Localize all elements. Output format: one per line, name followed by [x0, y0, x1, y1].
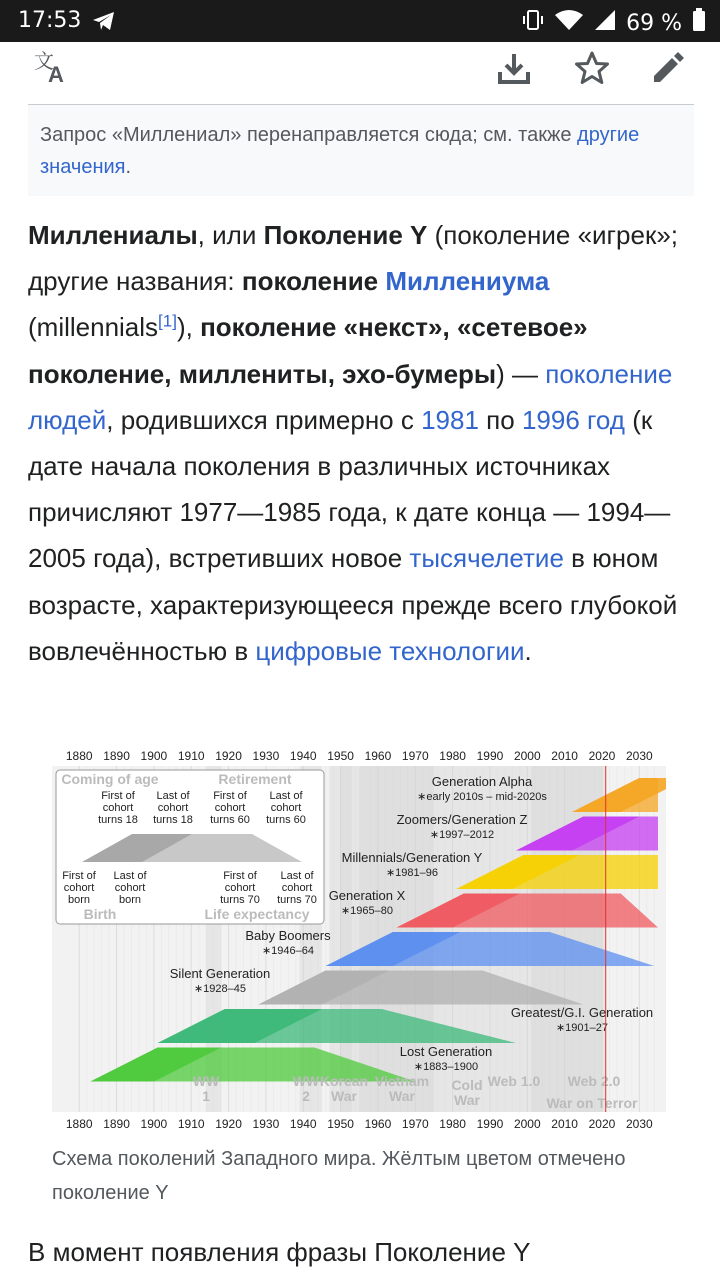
- generation-years: ∗1997–2012: [429, 829, 495, 841]
- reference-1-link[interactable]: [1]: [158, 311, 177, 331]
- text-run: , родившихся примерно с: [106, 404, 422, 435]
- download-icon[interactable]: [492, 46, 536, 90]
- event-label: Web 1.0: [487, 1073, 541, 1089]
- event-label: War: [389, 1088, 415, 1104]
- year-1981-link[interactable]: 1981: [421, 404, 479, 435]
- figure-caption: Схема поколений Западного мира. Жёлтым цветом отмечено поколение Y: [52, 1148, 626, 1204]
- year-1996-link[interactable]: 1996 год: [521, 404, 625, 435]
- generations-timeline-chart: [52, 744, 666, 1134]
- legend-label: cohort: [157, 802, 189, 814]
- article-intro-paragraph: [28, 212, 692, 674]
- legend-label: Last of: [280, 870, 314, 882]
- legend-label: cohort: [224, 882, 256, 894]
- generation-name: Millennials/Generation Y: [341, 850, 483, 865]
- generation-name: Baby Boomers: [245, 928, 331, 943]
- generation-name: Zoomers/Generation Z: [396, 812, 528, 827]
- legend-label: Last of: [269, 790, 303, 802]
- legend-label: cohort: [214, 802, 246, 814]
- x-tick-label-bottom: 1890: [103, 1117, 130, 1131]
- digital-technologies-link[interactable]: цифровые технологии: [255, 635, 525, 666]
- generation-years: ∗1981–96: [385, 867, 439, 879]
- x-tick-label-bottom: 1940: [289, 1117, 317, 1131]
- status-bar: [0, 0, 720, 42]
- signal-icon: [594, 9, 616, 37]
- hatnote-text: Запрос «Миллениал» перенаправляется сюда; см. также: [40, 124, 578, 146]
- hatnote-period: .: [125, 156, 132, 178]
- legend-birth: Birth: [83, 906, 117, 922]
- event-label: WW: [292, 1073, 320, 1089]
- battery-percent: 69 %: [626, 10, 682, 36]
- legend-coming-of-age: Coming of age: [61, 771, 159, 787]
- legend-label: cohort: [114, 882, 146, 894]
- generation-link[interactable]: поколение людей: [28, 358, 673, 435]
- legend-label: First of: [223, 870, 257, 882]
- x-tick-label-bottom: 1960: [364, 1117, 392, 1131]
- edit-icon[interactable]: [646, 46, 690, 90]
- x-tick-label-bottom: 1950: [327, 1117, 354, 1131]
- legend-label: turns 18: [153, 814, 193, 826]
- generations-timeline-figure[interactable]: [52, 744, 666, 1134]
- event-label: War on Terror: [546, 1095, 638, 1111]
- generation-name: Greatest/G.I. Generation: [510, 1005, 654, 1020]
- event-label: 1: [202, 1088, 210, 1104]
- article-toolbar: [0, 42, 720, 98]
- generation-years: ∗1946–64: [261, 945, 315, 957]
- x-tick-label-bottom: 2030: [625, 1117, 653, 1131]
- event-label: War: [331, 1088, 357, 1104]
- text-run: (поколение «игрек»; другие названия:: [28, 220, 679, 297]
- telegram-icon: [92, 10, 116, 36]
- text-run: (millennials: [28, 312, 159, 343]
- generation-years: ∗1883–1900: [413, 1061, 479, 1073]
- article-second-paragraph: В момент появления фразы Поколение Y: [28, 1237, 531, 1267]
- legend-label: First of: [213, 790, 247, 802]
- x-tick-label-top: 1900: [140, 749, 168, 763]
- wifi-icon: [554, 9, 584, 37]
- millennium-century-link[interactable]: тысячелетие: [409, 543, 564, 574]
- event-label: Korean: [319, 1073, 369, 1089]
- text-run: в юном возрасте, характеризующееся прежде всего глубокой вовлечённостью в: [28, 543, 678, 666]
- x-tick-label-top: 1890: [103, 749, 130, 763]
- legend-label: First of: [62, 870, 96, 882]
- legend-retirement: Retirement: [218, 771, 292, 787]
- battery-icon: [692, 8, 706, 38]
- x-tick-label-top: 1920: [215, 749, 242, 763]
- x-tick-label-bottom: 1980: [439, 1117, 466, 1131]
- x-tick-label-bottom: 1930: [252, 1117, 280, 1131]
- generation-years: ∗1901–27: [555, 1022, 609, 1034]
- hatnote: [28, 104, 694, 196]
- x-tick-label-bottom: 1880: [65, 1117, 93, 1131]
- legend-label: cohort: [281, 882, 313, 894]
- text-run: .: [524, 635, 532, 666]
- event-label: War: [454, 1092, 480, 1108]
- x-tick-label-bottom: 1920: [215, 1117, 242, 1131]
- x-tick-label-bottom: 1900: [140, 1117, 168, 1131]
- term-generation-y: Поколение Y: [263, 220, 428, 250]
- x-tick-label-top: 1880: [65, 749, 93, 763]
- x-tick-label-bottom: 2020: [588, 1117, 616, 1131]
- legend-label: First of: [101, 790, 135, 802]
- x-tick-label-bottom: 1910: [177, 1117, 205, 1131]
- generation-name: Lost Generation: [399, 1044, 493, 1059]
- legend-label: turns 60: [266, 814, 306, 826]
- generation-name: Generation X: [328, 888, 406, 903]
- event-label: WW: [192, 1073, 220, 1089]
- status-time: 17:53: [18, 8, 82, 33]
- event-label: Vietnam: [374, 1073, 430, 1089]
- other-meanings-link[interactable]: другие значения: [40, 124, 640, 178]
- x-tick-label-top: 2010: [551, 749, 578, 763]
- text-run: по: [478, 404, 522, 435]
- event-label: Cold: [451, 1077, 483, 1093]
- legend-label: cohort: [102, 802, 134, 814]
- x-tick-label-top: 1930: [252, 749, 280, 763]
- x-tick-label-top: 1910: [177, 749, 205, 763]
- legend-label: turns 70: [277, 894, 317, 906]
- generation-name: Generation Alpha: [431, 774, 533, 789]
- x-tick-label-top: 1960: [364, 749, 392, 763]
- x-tick-label-top: 2020: [588, 749, 616, 763]
- x-tick-label-top: 1980: [439, 749, 466, 763]
- x-tick-label-bottom: 1970: [401, 1117, 429, 1131]
- x-tick-label-top: 1950: [327, 749, 354, 763]
- svg-text:文: 文: [34, 51, 54, 73]
- x-tick-label-top: 2000: [513, 749, 541, 763]
- legend-label: cohort: [270, 802, 302, 814]
- vibrate-icon: [522, 8, 544, 38]
- term-alt-names: поколение «некст», «сетевое» поколение, миллениты, эхо-бумеры: [28, 312, 588, 389]
- legend-label: Last of: [156, 790, 190, 802]
- x-tick-label-top: 1940: [289, 749, 317, 763]
- legend-label: born: [67, 894, 91, 906]
- text-run: , или: [197, 220, 264, 250]
- x-tick-label-top: 1990: [476, 749, 504, 763]
- legend-label: turns 60: [210, 814, 250, 826]
- legend-label: turns 70: [220, 894, 260, 906]
- legend-label: Last of: [113, 870, 147, 882]
- legend-label: cohort: [63, 882, 95, 894]
- legend-label: born: [118, 894, 142, 906]
- x-tick-label-bottom: 2010: [551, 1117, 578, 1131]
- x-tick-label-top: 1970: [401, 749, 429, 763]
- generation-years: ∗1965–80: [340, 905, 394, 917]
- star-icon[interactable]: [570, 46, 614, 90]
- x-tick-label-top: 2030: [625, 749, 653, 763]
- event-label: Web 2.0: [567, 1073, 621, 1089]
- term-generation: поколение: [241, 266, 386, 297]
- generation-years: ∗1928–45: [193, 983, 247, 995]
- svg-text:A: A: [48, 62, 64, 87]
- text-run: (к дате начала поколения в различных источниках причисляют 1977—1985 года, к дате конца — 1994—2005 года), встретивших новое: [28, 404, 671, 574]
- translate-icon[interactable]: [30, 46, 74, 90]
- generation-name: Silent Generation: [169, 966, 271, 981]
- millennium-link[interactable]: Миллениума: [385, 266, 550, 297]
- generation-years: ∗early 2010s – mid-2020s: [417, 791, 547, 803]
- text-run: ),: [176, 312, 201, 343]
- term-millennials: Миллениалы: [28, 220, 198, 250]
- x-tick-label-bottom: 2000: [513, 1117, 541, 1131]
- legend-label: turns 18: [98, 814, 138, 826]
- text-run: ) —: [496, 358, 546, 389]
- x-tick-label-bottom: 1990: [476, 1117, 504, 1131]
- legend-life-expectancy: Life expectancy: [204, 906, 310, 922]
- event-label: 2: [302, 1088, 310, 1104]
